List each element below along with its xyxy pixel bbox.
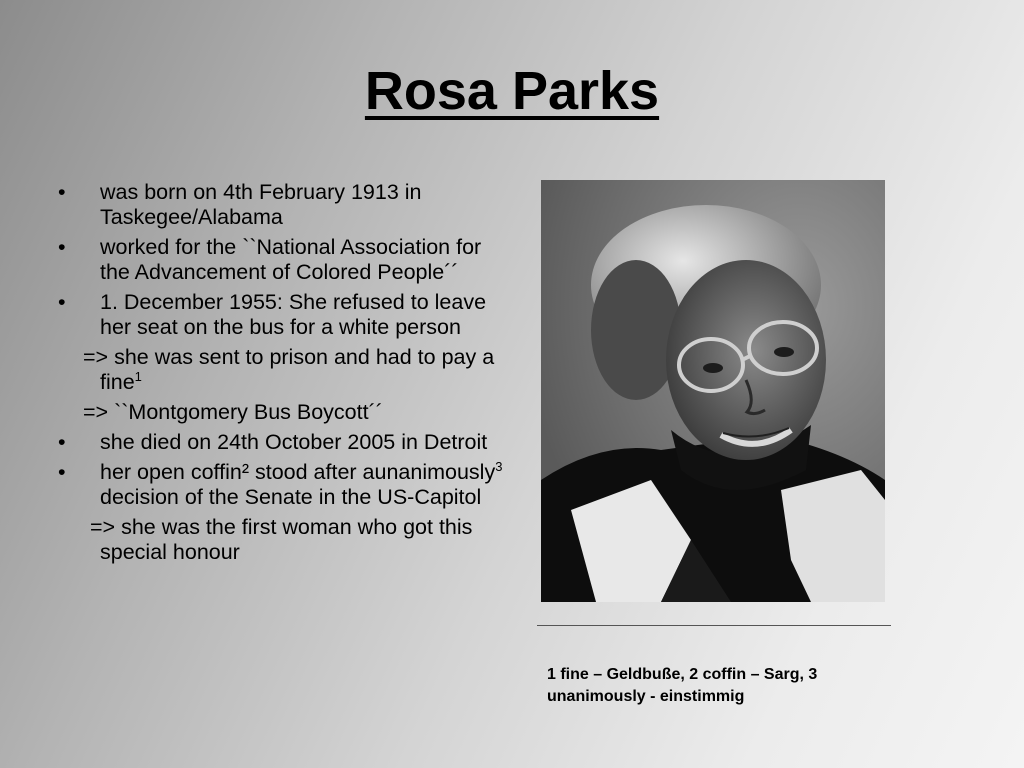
sub-point — [58, 400, 508, 425]
bullet-list — [58, 180, 508, 570]
sub-point — [58, 345, 508, 395]
footnote-divider — [537, 625, 891, 626]
bullet-icon: • — [58, 180, 66, 204]
bullet-icon: • — [58, 460, 66, 484]
portrait-image — [541, 180, 885, 602]
footnote-marker: 3 — [495, 459, 503, 474]
footnote-text: 1 fine – Geldbuße, 2 coffin – Sarg, 3 unanimously - einstimmig — [547, 666, 818, 705]
sub-point-text: => she was sent to prison and had to pay a fine — [83, 345, 495, 394]
list-item — [58, 460, 508, 510]
portrait-photo — [541, 180, 885, 602]
list-item — [58, 235, 508, 285]
bullet-icon: • — [58, 235, 66, 259]
bullet-text: she died on 24th October 2005 in Detroit — [100, 430, 488, 454]
list-item — [58, 430, 508, 455]
bullet-text: was born on 4th February 1913 in Taskegee/Alabama — [100, 180, 422, 229]
bullet-text-part: decision of the Senate in the US-Capitol — [100, 485, 482, 509]
list-item — [58, 290, 508, 340]
bullet-text — [58, 460, 508, 510]
bullet-icon: • — [58, 290, 66, 314]
sub-point — [58, 515, 508, 565]
list-item — [58, 180, 508, 230]
bullet-text-part: her open coffin² stood after aunanimously — [100, 460, 496, 484]
bullet-text: 1. December 1955: She refused to leave her seat on the bus for a white person — [100, 290, 487, 339]
sub-point-text: => she was the first woman who got this special honour — [90, 515, 473, 564]
bullet-icon: • — [58, 430, 66, 454]
footnote-marker: 1 — [134, 369, 142, 384]
slide-title: Rosa Parks — [364, 61, 660, 121]
bullet-text: worked for the ``National Association for the Advancement of Colored People´´ — [100, 235, 482, 284]
sub-point-text: => ``Montgomery Bus Boycott´´ — [83, 400, 383, 424]
